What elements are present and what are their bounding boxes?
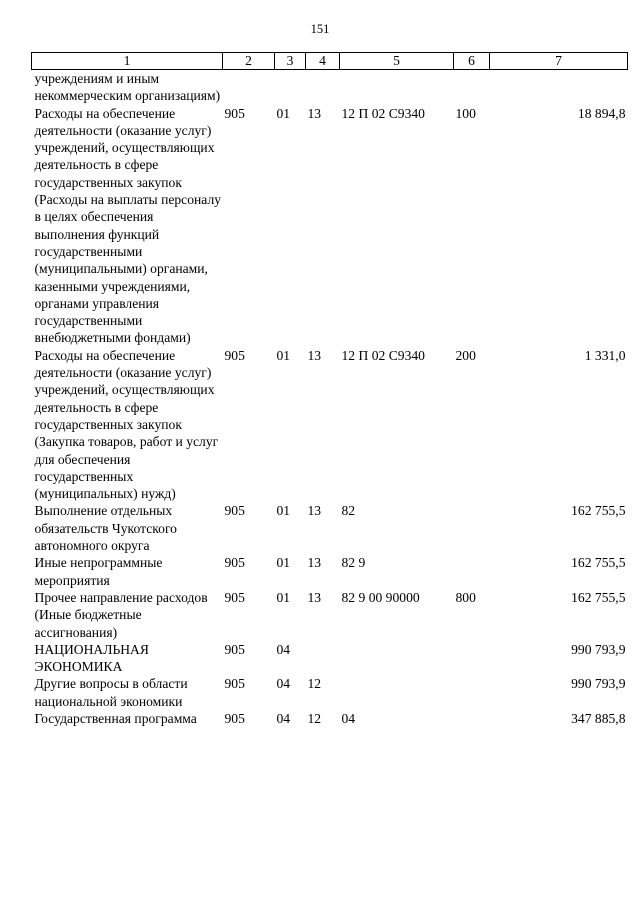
row-section: 04 (276, 710, 291, 726)
row-subsection: 13 (307, 503, 322, 519)
table-row (32, 675, 628, 710)
row-subsection: 12 (307, 676, 322, 692)
row-name: Расходы на обеспечение деятельности (оказание услуг) учреждений, осуществляющих деятельность в сфере государственных закупок (Расходы на выплаты персоналу в целях обеспечения выполнения функций государственными (муниципальными) органами, казенными учреждениями, органами управления государственными внебюджетными фондами) (34, 105, 222, 346)
row-section: 01 (276, 555, 291, 571)
row-section: 01 (276, 503, 291, 519)
column-header-6: 6 (454, 53, 490, 70)
row-target-article: 82 9 00 90000 (341, 589, 420, 605)
row-target-article: 12 П 02 С9340 (341, 347, 425, 363)
row-expense-type (454, 675, 490, 710)
row-name: учреждениям и иным некоммерческим организациям) (34, 71, 221, 104)
table-row (32, 70, 628, 105)
table-row (32, 641, 628, 676)
row-admin-code: 905 (224, 555, 245, 571)
table-row (32, 554, 628, 589)
row-subsection (306, 70, 340, 105)
table-row (32, 105, 628, 347)
row-admin-code: 905 (224, 503, 245, 519)
row-section: 01 (276, 589, 291, 605)
row-amount (490, 70, 628, 105)
row-target-article: 04 (341, 710, 356, 726)
row-name: Другие вопросы в области национальной экономики (34, 676, 188, 709)
column-header-1: 1 (32, 53, 223, 70)
table-row (32, 347, 628, 503)
row-expense-type (454, 502, 490, 554)
row-section: 04 (276, 641, 291, 657)
row-name: Прочее направление расходов (Иные бюджетные ассигнования) (34, 589, 208, 640)
row-expense-type (454, 710, 490, 727)
row-subsection: 13 (307, 105, 322, 121)
row-expense-type: 200 (455, 347, 476, 363)
page-number: 151 (310, 22, 330, 36)
column-header-4: 4 (306, 53, 340, 70)
row-name: Расходы на обеспечение деятельности (оказание услуг) учреждений, осуществляющих деятельность в сфере государственных закупок (Закупка товаров, работ и услуг для обеспечения государственных (муниципальных) нужд) (34, 347, 219, 502)
row-amount: 990 793,9 (571, 641, 626, 657)
row-target-article (340, 70, 454, 105)
row-admin-code: 905 (224, 589, 245, 605)
row-name: Выполнение отдельных обязательств Чукотского автономного округа (34, 503, 177, 554)
row-amount: 162 755,5 (571, 503, 626, 519)
row-amount: 162 755,5 (571, 555, 626, 571)
row-target-article: 82 9 (341, 555, 366, 571)
row-amount: 1 331,0 (584, 347, 626, 363)
table-row (32, 710, 628, 727)
row-subsection: 13 (307, 347, 322, 363)
row-admin-code: 905 (224, 710, 245, 726)
table-row (32, 589, 628, 641)
row-amount: 347 885,8 (571, 710, 626, 726)
row-section (275, 70, 306, 105)
row-subsection: 13 (307, 555, 322, 571)
row-admin-code (223, 70, 275, 105)
row-admin-code: 905 (224, 105, 245, 121)
row-expense-type (454, 554, 490, 589)
row-name: Иные непрограммные мероприятия (34, 555, 163, 588)
column-header-2: 2 (223, 53, 275, 70)
row-name: Государственная программа (34, 710, 197, 726)
row-amount: 18 894,8 (577, 105, 626, 121)
row-target-article (340, 641, 454, 676)
row-amount: 990 793,9 (571, 676, 626, 692)
row-target-article: 82 (341, 503, 356, 519)
row-admin-code: 905 (224, 347, 245, 363)
row-section: 04 (276, 676, 291, 692)
row-subsection: 13 (307, 589, 322, 605)
column-header-3: 3 (275, 53, 306, 70)
row-expense-type (454, 641, 490, 676)
row-target-article: 12 П 02 С9340 (341, 105, 425, 121)
row-section: 01 (276, 347, 291, 363)
row-subsection: 12 (307, 710, 322, 726)
table-header-row (32, 53, 628, 70)
row-section: 01 (276, 105, 291, 121)
row-expense-type: 100 (455, 105, 476, 121)
row-admin-code: 905 (224, 676, 245, 692)
row-amount: 162 755,5 (571, 589, 626, 605)
column-header-5: 5 (340, 53, 454, 70)
row-subsection (306, 641, 340, 676)
row-name: НАЦИОНАЛЬНАЯ ЭКОНОМИКА (34, 641, 149, 675)
row-expense-type: 800 (455, 589, 476, 605)
row-expense-type (454, 70, 490, 105)
column-header-7: 7 (490, 53, 628, 70)
table-row (32, 502, 628, 554)
budget-table (31, 52, 628, 727)
row-target-article (340, 675, 454, 710)
row-admin-code: 905 (224, 641, 245, 657)
